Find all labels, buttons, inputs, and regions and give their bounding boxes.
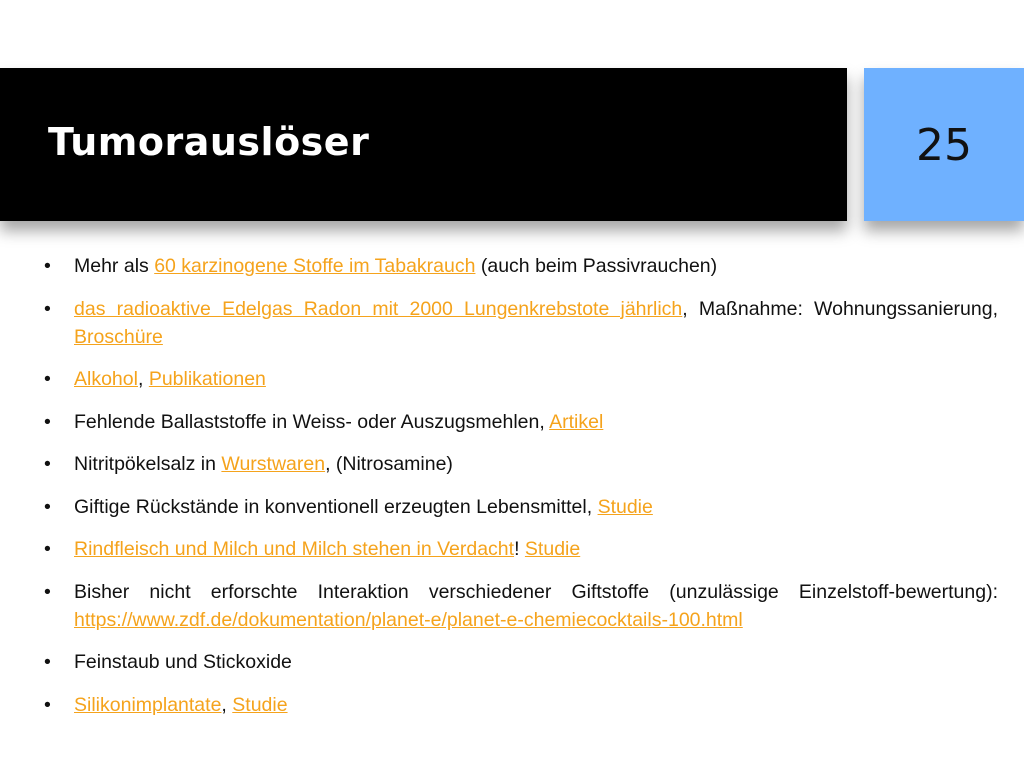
bullet-item-alkohol	[44, 365, 998, 393]
link-zdf-url[interactable]: https://www.zdf.de/dokumentation/planet-e/planet-e-chemiecocktails-100.html	[74, 608, 743, 631]
link-alkohol[interactable]: Alkohol	[74, 368, 138, 390]
bullet-item-nitritpoekelsalz	[44, 450, 998, 478]
slide-title: Tumorauslöser	[48, 120, 370, 164]
bullet-text: !	[514, 538, 525, 560]
link-wurstwaren[interactable]: Wurstwaren	[221, 453, 326, 475]
link-radon[interactable]: das radioaktive Edelgas Radon mit 2000 Lungenkrebstote jährlich	[74, 297, 683, 320]
link-studie-silikon[interactable]: Studie	[232, 693, 288, 716]
link-publikationen[interactable]: Publikationen	[148, 368, 266, 390]
slide-content	[44, 252, 998, 733]
bullet-text: (auch beim Passivrauchen)	[475, 255, 718, 277]
slide-number: 25	[916, 120, 972, 171]
bullet-text: , (Nitrosamine)	[325, 453, 453, 475]
link-silikonimplantate[interactable]: Silikonimplantate	[74, 693, 222, 716]
bullet-text: Feinstaub und Stickoxide	[74, 651, 292, 673]
link-artikel[interactable]: Artikel	[549, 410, 604, 433]
bullet-text: ,	[137, 368, 149, 390]
bullet-text: Fehlende Ballaststoffe in Weiss- oder Auszugsmehlen,	[74, 410, 550, 433]
bullet-text: , Maßnahme: Wohnungssanierung,	[682, 297, 998, 320]
link-studie-rueckstaende[interactable]: Studie	[597, 495, 653, 518]
link-broschuere[interactable]: Broschüre	[74, 325, 163, 348]
bullet-text: Giftige Rückstände in konventionell erzeugten Lebensmittel,	[74, 495, 598, 518]
bullet-item-tabakrauch	[44, 252, 998, 280]
bullet-item-rueckstaende	[44, 493, 998, 521]
bullet-item-silikonimplantate	[44, 691, 998, 719]
bullet-item-radon	[44, 295, 998, 351]
bullet-text: ,	[221, 693, 233, 716]
bullet-text: Nitritpökelsalz in	[74, 453, 222, 475]
bullet-text: Mehr als	[74, 255, 155, 277]
bullet-item-feinstaub	[44, 648, 998, 676]
link-studie-rindfleisch[interactable]: Studie	[524, 538, 581, 560]
bullet-item-interaktion	[44, 578, 998, 634]
link-karzinogene-stoffe[interactable]: 60 karzinogene Stoffe im Tabakrauch	[154, 255, 476, 277]
bullet-list	[44, 252, 998, 719]
bullet-item-ballaststoffe	[44, 408, 998, 436]
link-rindfleisch-milch[interactable]: Rindfleisch und Milch und Milch stehen in Verdacht	[74, 538, 515, 560]
bullet-item-rindfleisch	[44, 535, 998, 563]
bullet-text: Bisher nicht erforschte Interaktion verschiedener Giftstoffe (unzulässige Einzelstoff-bewertung):	[74, 580, 998, 603]
